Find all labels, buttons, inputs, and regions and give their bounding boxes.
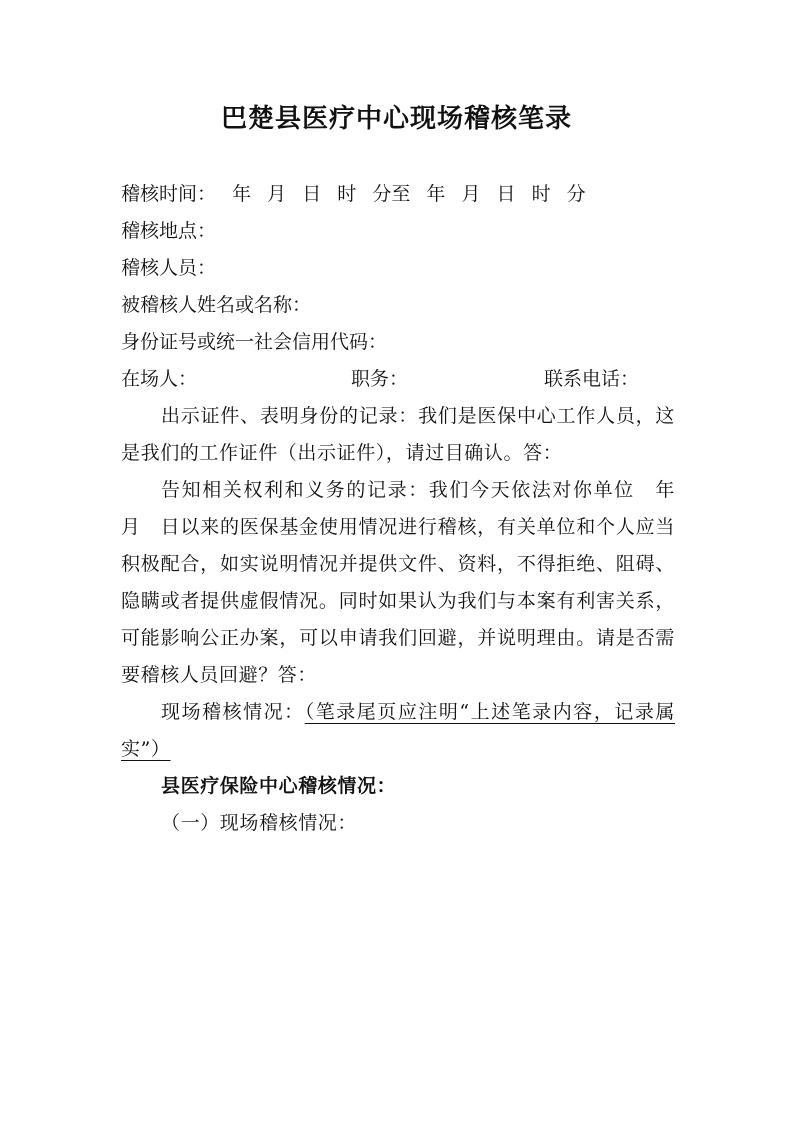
time-year-start: 年 [232,183,252,205]
time-day-start: 日 [302,183,322,205]
audit-time-label: 稽核时间： [121,183,217,205]
document-title: 巴楚县医疗中心现场稽核笔录 [220,104,572,134]
phone-label: 联系电话： [544,368,640,390]
position-label: 职务： [351,368,409,390]
onsite-audit-note: （笔录尾页应注明“上述笔录内容，记录属实”） [121,701,676,760]
time-hour-end: 时 [531,183,551,205]
id-number-label: 身份证号或统一社会信用代码： [121,331,388,353]
time-month-start: 月 [267,183,287,205]
present-persons-line [121,361,681,398]
time-year-end: 年 [426,183,446,205]
audit-time-line [121,176,681,213]
audit-subject-label: 被稽核人姓名或名称： [121,294,312,316]
time-minute-end: 分 [566,183,586,205]
audit-location-label: 稽核地点： [121,220,217,242]
present-persons-label: 在场人： [121,368,198,390]
time-hour-start: 时 [337,183,357,205]
time-minute-start: 分至 [372,183,411,205]
onsite-audit-paragraph [121,694,675,768]
rights-notice-paragraph: 告知相关权利和义务的记录：我们今天依法对你单位 年 月 日以来的医保基金使用情况进行稽核，有关单位和个人应当积极配合，如实说明情况并提供文件、资料，不得拒绝、阻碍、隐瞒或者提供虚假情况。同时如果认为我们与本案有利害关系，可能影响公正办案，可以申请我们回避，并说明理由。请是否需要稽核人员回避？答： [121,479,695,686]
onsite-audit-label: 现场稽核情况： [161,701,305,723]
section-heading: 县医疗保险中心稽核情况： [161,775,397,797]
audit-staff-label: 稽核人员： [121,257,217,279]
identity-record-paragraph: 出示证件、表明身份的记录：我们是医保中心工作人员，这是我们的工作证件（出示证件），请过目确认。答： [121,405,675,464]
time-month-end: 月 [461,183,481,205]
time-day-end: 日 [496,183,516,205]
subsection-heading: （一）现场稽核情况： [161,812,358,834]
